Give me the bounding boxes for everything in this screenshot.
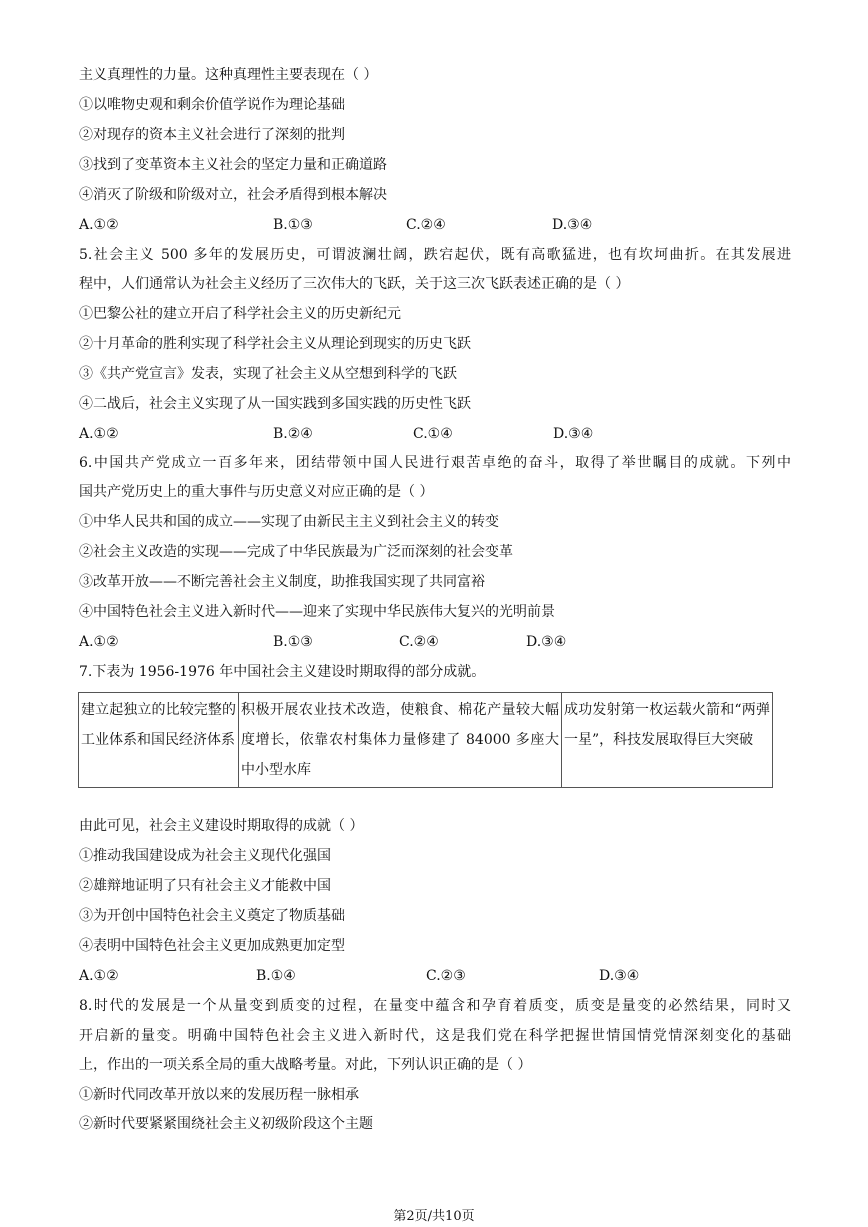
q5-option-a: A.①② — [79, 426, 119, 442]
q4-option-d: D.③④ — [552, 217, 593, 233]
q7-item-4: ④表明中国特色社会主义更加成熟更加定型 — [79, 938, 345, 954]
q5-item-1: ①巴黎公社的建立开启了科学社会主义的历史新纪元 — [79, 306, 401, 322]
table-cell-technology: 成功发射第一枚运载火箭和“两弹一星”，科技发展取得巨大突破 — [562, 693, 773, 788]
q6-option-d: D.③④ — [526, 634, 567, 650]
q6-option-b: B.①③ — [273, 634, 313, 650]
q7-option-d: D.③④ — [599, 968, 640, 984]
q5-item-4: ④二战后，社会主义实现了从一国实践到多国实践的历史性飞跃 — [79, 396, 471, 412]
q7-option-c: C.②③ — [426, 968, 466, 984]
q8-stem-line-2: 开启新的量变。明确中国特色社会主义进入新时代，这是我们党在科学把握世情国情党情深刻变化的基础 — [79, 1028, 791, 1044]
q5-item-3: ③《共产党宣言》发表，实现了社会主义从空想到科学的飞跃 — [79, 366, 457, 382]
q6-option-c: C.②④ — [399, 634, 439, 650]
q4-option-a: A.①② — [79, 217, 119, 233]
q8-stem-line-3: 上，作出的一项关系全局的重大战略考量。对此，下列认识正确的是（ ） — [79, 1057, 532, 1073]
q4-option-b: B.①③ — [273, 217, 313, 233]
q6-stem-line-2: 国共产党历史上的重大事件与历史意义对应正确的是（ ） — [79, 484, 434, 500]
q7-achievements-table — [78, 692, 773, 788]
q7-question: 由此可见，社会主义建设时期取得的成就（ ） — [79, 818, 364, 834]
q7-item-3: ③为开创中国特色社会主义奠定了物质基础 — [79, 908, 345, 924]
q5-option-d: D.③④ — [553, 426, 594, 442]
q5-stem-line-1: 5.社会主义 500 多年的发展历史，可谓波澜壮阔，跌宕起伏，既有高歌猛进，也有坎坷曲折。在其发展进 — [79, 247, 791, 263]
q4-option-c: C.②④ — [406, 217, 446, 233]
q6-stem-line-1: 6.中国共产党成立一百多年来，团结带领中国人民进行艰苦卓绝的奋斗，取得了举世瞩目的成就。下列中 — [79, 455, 791, 471]
q7-option-b: B.①④ — [256, 968, 296, 984]
table-cell-agriculture: 积极开展农业技术改造，使粮食、棉花产量较大幅度增长，依靠农村集体力量修建了 84000 多座大中小型水库 — [239, 693, 562, 788]
q8-item-2: ②新时代要紧紧围绕社会主义初级阶段这个主题 — [79, 1116, 373, 1132]
q4-item-4: ④消灭了阶级和阶级对立，社会矛盾得到根本解决 — [79, 187, 387, 203]
q7-option-a: A.①② — [79, 968, 119, 984]
q5-option-c: C.①④ — [413, 426, 453, 442]
table-row — [79, 693, 773, 788]
q4-stem: 主义真理性的力量。这种真理性主要表现在（ ） — [79, 67, 378, 83]
q6-item-3: ③改革开放——不断完善社会主义制度，助推我国实现了共同富裕 — [79, 574, 485, 590]
q8-stem-line-1: 8.时代的发展是一个从量变到质变的过程，在量变中蕴含和孕育着质变，质变是量变的必然结果，同时又 — [79, 998, 791, 1014]
q6-item-2: ②社会主义改造的实现——完成了中华民族最为广泛而深刻的社会变革 — [79, 544, 513, 560]
q5-stem-line-2: 程中，人们通常认为社会主义经历了三次伟大的飞跃，关于这三次飞跃表述正确的是（ ） — [79, 276, 630, 292]
q6-option-a: A.①② — [79, 634, 119, 650]
q7-item-2: ②雄辩地证明了只有社会主义才能救中国 — [79, 878, 331, 894]
q8-item-1: ①新时代同改革开放以来的发展历程一脉相承 — [79, 1087, 359, 1103]
q6-item-4: ④中国特色社会主义进入新时代——迎来了实现中华民族伟大复兴的光明前景 — [79, 604, 555, 620]
table-cell-industry: 建立起独立的比较完整的工业体系和国民经济体系 — [79, 693, 239, 788]
q5-item-2: ②十月革命的胜利实现了科学社会主义从理论到现实的历史飞跃 — [79, 336, 471, 352]
q6-item-1: ①中华人民共和国的成立——实现了由新民主主义到社会主义的转变 — [79, 514, 499, 530]
q5-option-b: B.②④ — [273, 426, 313, 442]
q7-item-1: ①推动我国建设成为社会主义现代化强国 — [79, 848, 331, 864]
q7-stem: 7.下表为 1956-1976 年中国社会主义建设时期取得的部分成就。 — [79, 664, 486, 680]
q4-item-3: ③找到了变革资本主义社会的坚定力量和正确道路 — [79, 157, 387, 173]
page-footer: 第2页/共10页 — [393, 1209, 475, 1224]
q4-item-2: ②对现存的资本主义社会进行了深刻的批判 — [79, 127, 345, 143]
q4-item-1: ①以唯物史观和剩余价值学说作为理论基础 — [79, 97, 345, 113]
